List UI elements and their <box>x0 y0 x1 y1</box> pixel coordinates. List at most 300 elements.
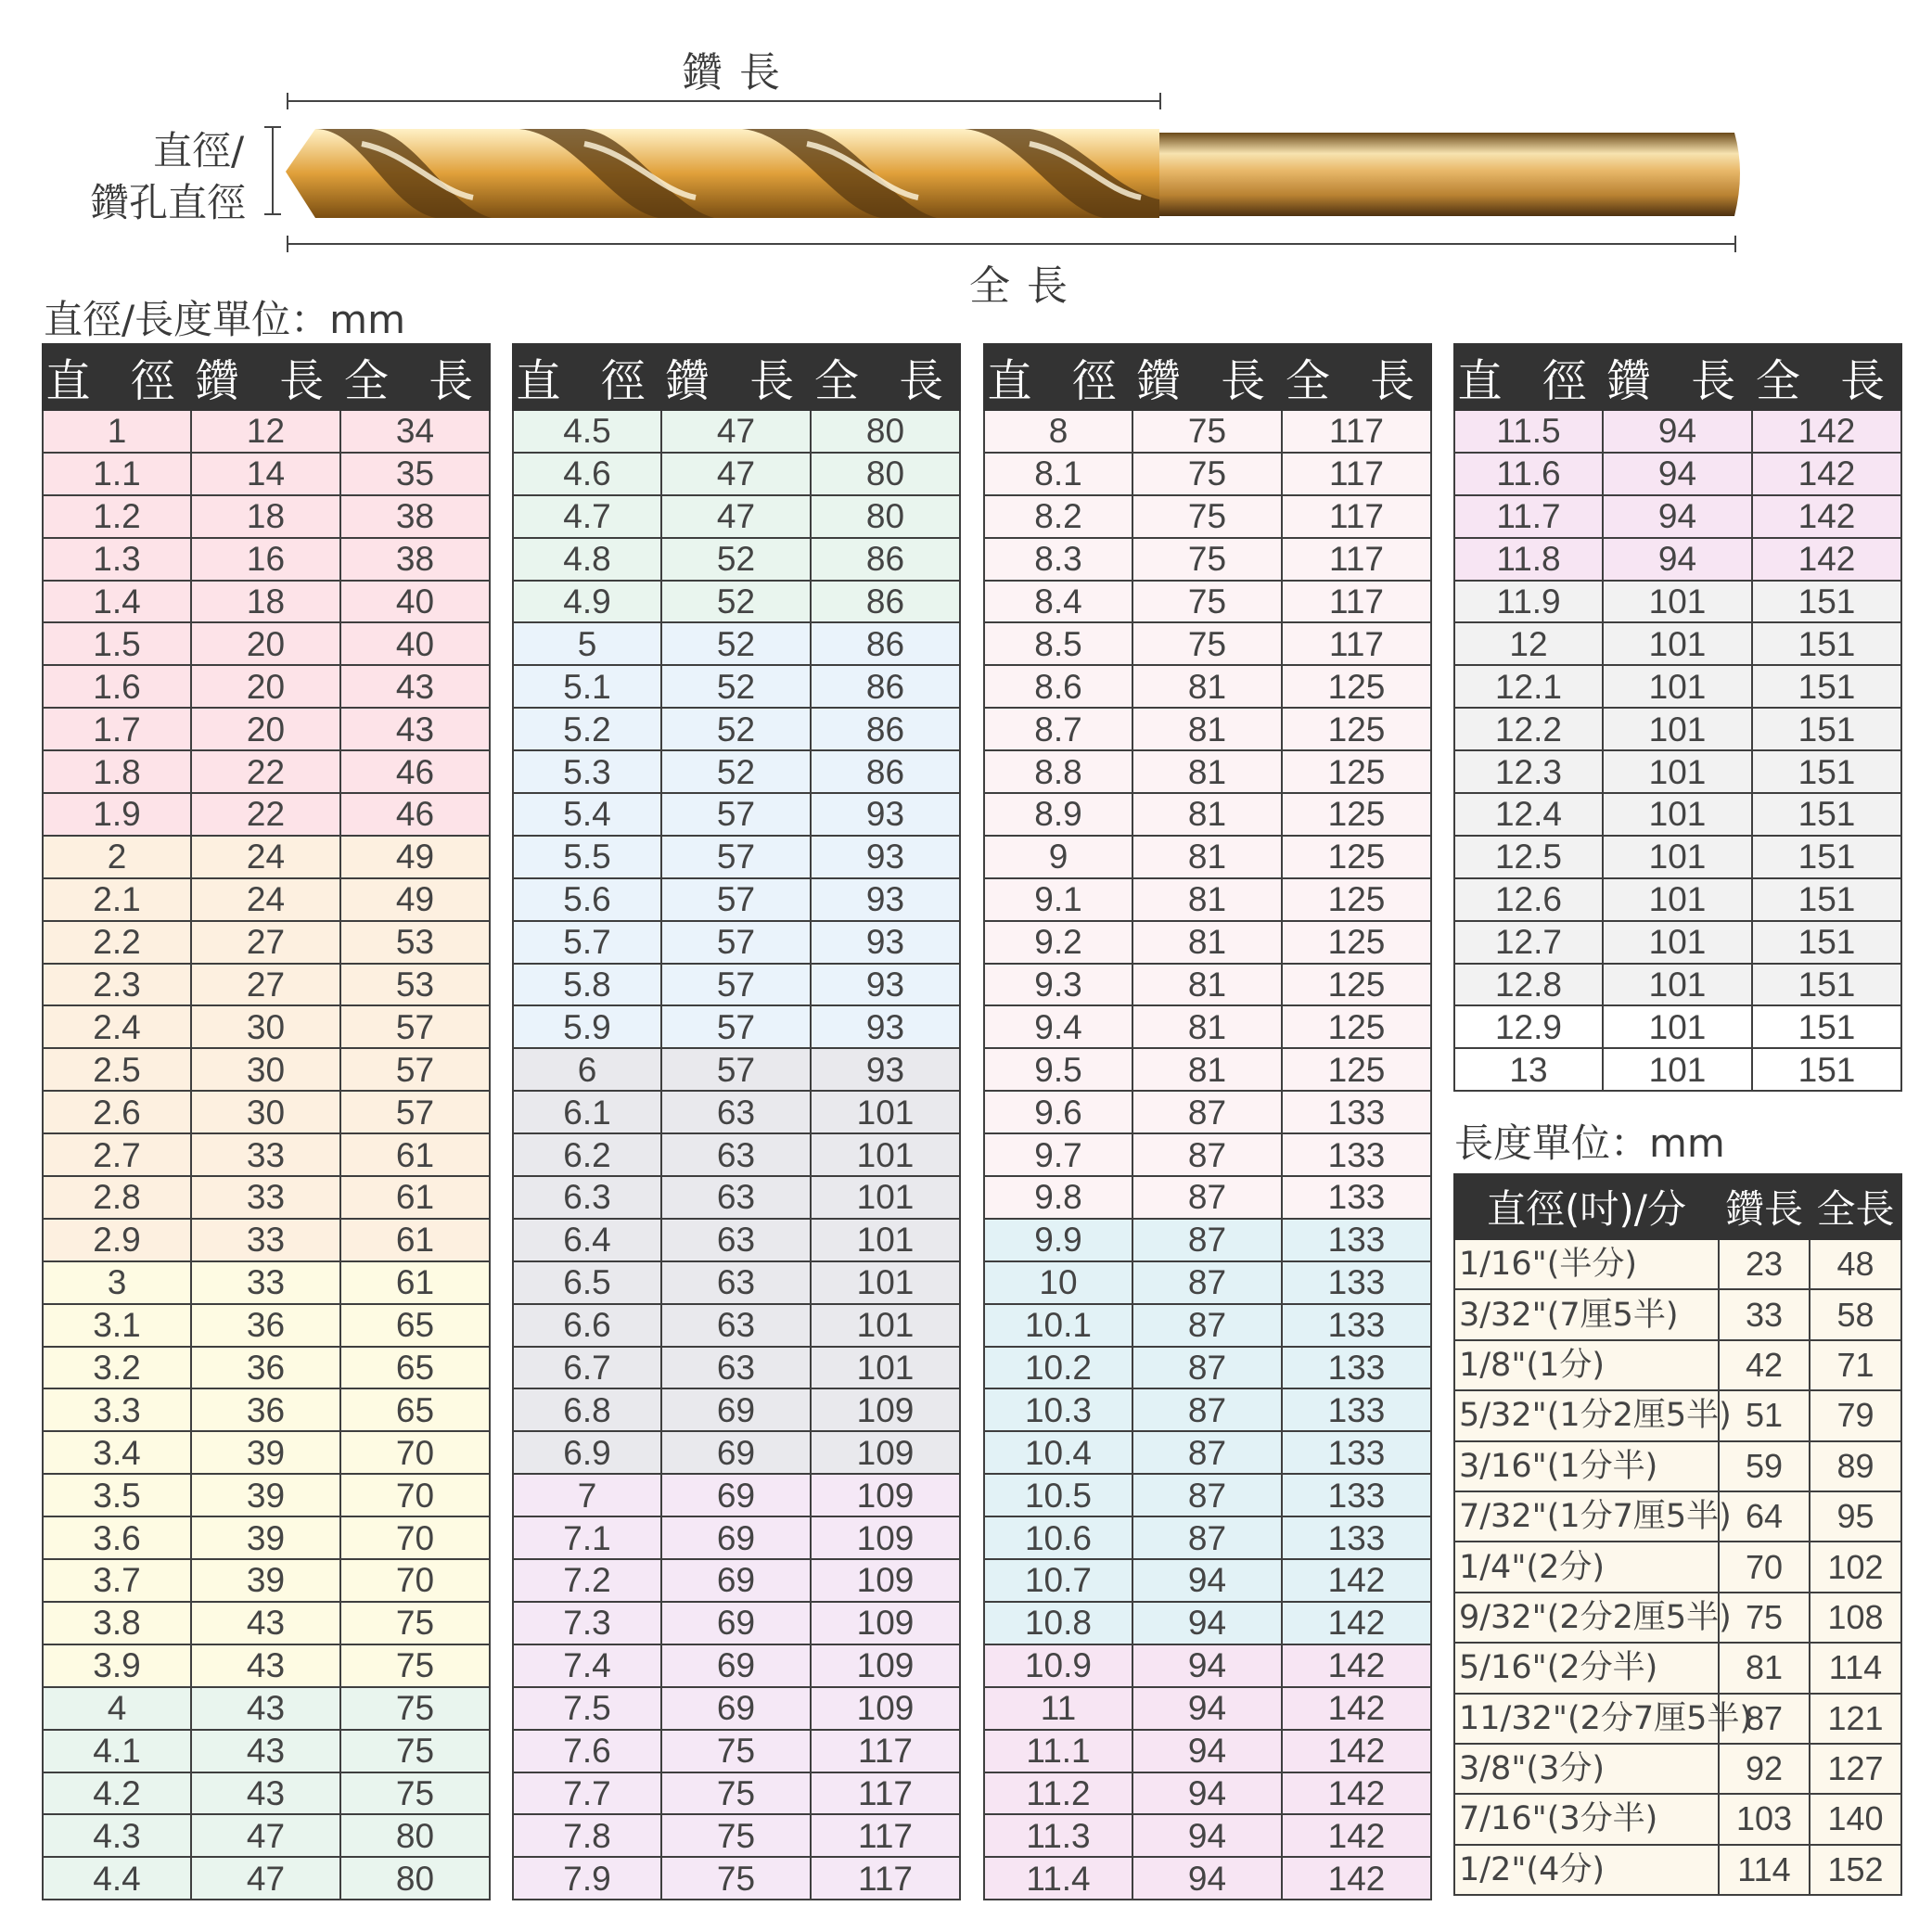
flute-length-cell: 63 <box>661 1133 811 1176</box>
flute-length-cell: 81 <box>1132 878 1282 921</box>
flute-length-cell: 69 <box>661 1388 811 1431</box>
overall-length-cell: 93 <box>811 921 960 964</box>
overall-length-cell: 117 <box>1282 538 1431 581</box>
diameter-cell: 8.9 <box>984 793 1132 836</box>
overall-length-cell: 57 <box>340 1091 490 1133</box>
diameter-cell: 8.7 <box>984 708 1132 750</box>
flute-length-cell: 94 <box>1132 1730 1282 1772</box>
overall-length-cell: 142 <box>1282 1772 1431 1815</box>
flute-length-cell: 70 <box>1719 1542 1810 1592</box>
diameter-cell: 9 <box>984 836 1132 878</box>
overall-length-cell: 117 <box>1282 581 1431 623</box>
diameter-cell: 10.9 <box>984 1644 1132 1687</box>
diameter-cell: 12.7 <box>1454 921 1603 964</box>
overall-length-cell: 133 <box>1282 1388 1431 1431</box>
flute-length-cell: 63 <box>661 1304 811 1347</box>
table-row <box>1454 1845 1901 1895</box>
table-row <box>984 1261 1431 1304</box>
diameter-cell: 4.1 <box>43 1730 191 1772</box>
flute-length-cell: 87 <box>1132 1091 1282 1133</box>
flute-length-cell: 42 <box>1719 1340 1810 1390</box>
table-row <box>43 1516 490 1559</box>
overall-length-cell: 151 <box>1752 750 1901 793</box>
flute-length-cell: 101 <box>1603 1005 1752 1048</box>
overall-length-cell: 109 <box>811 1388 960 1431</box>
flute-length-cell: 69 <box>661 1559 811 1602</box>
overall-length-cell: 142 <box>1282 1602 1431 1644</box>
table-row <box>984 878 1431 921</box>
overall-length-cell: 125 <box>1282 878 1431 921</box>
diameter-cell: 6.4 <box>513 1219 661 1261</box>
table-row <box>984 1814 1431 1857</box>
diameter-cell: 8.1 <box>984 453 1132 495</box>
overall-length-cell: 125 <box>1282 964 1431 1006</box>
flute-length-cell: 94 <box>1132 1814 1282 1857</box>
flute-length-cell: 94 <box>1132 1772 1282 1815</box>
table-row <box>984 836 1431 878</box>
overall-length-cell: 57 <box>340 1005 490 1048</box>
table-row <box>513 622 960 665</box>
diameter-cell: 5.3 <box>513 750 661 793</box>
overall-length-cell: 142 <box>1752 410 1901 453</box>
flute-length-cell: 39 <box>191 1559 340 1602</box>
overall-length-cell: 151 <box>1752 964 1901 1006</box>
flute-length-cell: 69 <box>661 1687 811 1730</box>
overall-length-cell: 53 <box>340 964 490 1006</box>
table-row <box>984 538 1431 581</box>
table-row <box>43 1431 490 1474</box>
overall-length-cell: 80 <box>811 410 960 453</box>
table-row <box>43 878 490 921</box>
diameter-inch-cell: 9/32"(2分2厘5半) <box>1454 1593 1719 1643</box>
flute-length-cell: 94 <box>1132 1857 1282 1900</box>
overall-length-cell: 142 <box>1752 495 1901 538</box>
diameter-cell: 3.1 <box>43 1304 191 1347</box>
overall-length-cell: 142 <box>1752 538 1901 581</box>
flute-length-cell: 47 <box>191 1857 340 1900</box>
overall-length-cell: 86 <box>811 708 960 750</box>
overall-length-cell: 101 <box>811 1176 960 1219</box>
table-row <box>1454 495 1901 538</box>
diameter-cell: 2.1 <box>43 878 191 921</box>
overall-length-cell: 75 <box>340 1687 490 1730</box>
table-row <box>43 1644 490 1687</box>
flute-length-cell: 24 <box>191 878 340 921</box>
overall-length-cell: 142 <box>1282 1644 1431 1687</box>
imperial-table <box>1453 1173 1902 1896</box>
diameter-cell: 7.3 <box>513 1602 661 1644</box>
overall-length-cell: 109 <box>811 1559 960 1602</box>
diameter-inch-cell: 3/8"(3分) <box>1454 1744 1719 1794</box>
flute-length-cell: 81 <box>1132 964 1282 1006</box>
metric-table-2 <box>512 343 961 1900</box>
table-row <box>43 750 490 793</box>
diameter-cell: 2.7 <box>43 1133 191 1176</box>
table-row <box>513 921 960 964</box>
diameter-cell: 2 <box>43 836 191 878</box>
flute-length-cell: 75 <box>1132 538 1282 581</box>
flute-length-cell: 30 <box>191 1091 340 1133</box>
header-flute-length: 鑽 長 <box>661 344 811 410</box>
table-row <box>43 581 490 623</box>
overall-length-cell: 142 <box>1282 1857 1431 1900</box>
overall-length-cell: 151 <box>1752 622 1901 665</box>
flute-length-cell: 94 <box>1132 1644 1282 1687</box>
table-row <box>984 1516 1431 1559</box>
flute-length-dimension-line <box>288 100 1161 102</box>
overall-length-cell: 151 <box>1752 1048 1901 1091</box>
diameter-cell: 12.4 <box>1454 793 1603 836</box>
flute-length-cell: 18 <box>191 495 340 538</box>
table-row <box>1454 1289 1901 1339</box>
table-row <box>43 1048 490 1091</box>
flute-length-cell: 94 <box>1603 453 1752 495</box>
flute-length-cell: 94 <box>1603 410 1752 453</box>
table-row <box>1454 921 1901 964</box>
flute-length-cell: 57 <box>661 878 811 921</box>
overall-length-cell: 109 <box>811 1602 960 1644</box>
diameter-cell: 8.3 <box>984 538 1132 581</box>
diameter-cell: 7.6 <box>513 1730 661 1772</box>
overall-length-cell: 38 <box>340 495 490 538</box>
diameter-cell: 8 <box>984 410 1132 453</box>
diameter-cell: 3.2 <box>43 1347 191 1389</box>
flute-length-cell: 63 <box>661 1261 811 1304</box>
imperial-unit-label: 長度單位：mm <box>1454 1120 1725 1166</box>
diameter-inch-cell: 3/16"(1分半) <box>1454 1441 1719 1491</box>
table-row <box>513 1644 960 1687</box>
flute-length-cell: 75 <box>1132 495 1282 538</box>
flute-length-cell: 43 <box>191 1730 340 1772</box>
flute-length-cell: 63 <box>661 1176 811 1219</box>
flute-length-cell: 52 <box>661 750 811 793</box>
diameter-cell: 1.7 <box>43 708 191 750</box>
diameter-inch-cell: 5/32"(1分2厘5半) <box>1454 1390 1719 1440</box>
flute-length-cell: 43 <box>191 1772 340 1815</box>
diameter-inch-cell: 11/32"(2分7厘5半) <box>1454 1694 1719 1744</box>
diameter-cell: 7.5 <box>513 1687 661 1730</box>
overall-length-cell: 133 <box>1282 1091 1431 1133</box>
overall-length-cell: 108 <box>1810 1593 1901 1643</box>
table-row <box>513 665 960 708</box>
diameter-cell: 11 <box>984 1687 1132 1730</box>
table-row <box>984 1304 1431 1347</box>
diameter-cell: 12.8 <box>1454 964 1603 1006</box>
table-row <box>43 793 490 836</box>
header-overall-length: 全 長 <box>1752 344 1901 410</box>
flute-length-cell: 22 <box>191 750 340 793</box>
overall-length-cell: 114 <box>1810 1643 1901 1693</box>
diameter-cell: 1.4 <box>43 581 191 623</box>
flute-length-cell: 87 <box>1132 1388 1282 1431</box>
table-row <box>513 1176 960 1219</box>
diameter-cell: 7.2 <box>513 1559 661 1602</box>
table-row <box>513 708 960 750</box>
diameter-cell: 7.7 <box>513 1772 661 1815</box>
flute-length-cell: 92 <box>1719 1744 1810 1794</box>
table-row <box>43 1304 490 1347</box>
diameter-cell: 9.7 <box>984 1133 1132 1176</box>
diameter-cell: 9.3 <box>984 964 1132 1006</box>
overall-length-cell: 125 <box>1282 708 1431 750</box>
diameter-cell: 6.8 <box>513 1388 661 1431</box>
overall-length-cell: 93 <box>811 878 960 921</box>
table-row <box>43 921 490 964</box>
diameter-cell: 9.1 <box>984 878 1132 921</box>
overall-length-cell: 46 <box>340 750 490 793</box>
table-row <box>513 1687 960 1730</box>
flute-length-cell: 16 <box>191 538 340 581</box>
table-row <box>43 410 490 453</box>
diameter-cell: 11.7 <box>1454 495 1603 538</box>
overall-length-cell: 133 <box>1282 1431 1431 1474</box>
flute-length-cell: 47 <box>661 495 811 538</box>
table-row <box>43 1133 490 1176</box>
diameter-cell: 3.8 <box>43 1602 191 1644</box>
overall-length-cell: 152 <box>1810 1845 1901 1895</box>
flute-length-cell: 87 <box>1132 1219 1282 1261</box>
flute-length-cell: 59 <box>1719 1441 1810 1491</box>
table-row <box>43 1857 490 1900</box>
overall-length-cell: 80 <box>340 1857 490 1900</box>
overall-length-cell: 117 <box>1282 622 1431 665</box>
overall-length-cell: 48 <box>1810 1239 1901 1289</box>
flute-length-cell: 69 <box>661 1602 811 1644</box>
flute-length-cell: 87 <box>1132 1133 1282 1176</box>
table-row <box>1454 1694 1901 1744</box>
overall-length-cell: 125 <box>1282 750 1431 793</box>
flute-length-cell: 81 <box>1132 750 1282 793</box>
flute-length-cell: 43 <box>191 1602 340 1644</box>
flute-length-cell: 22 <box>191 793 340 836</box>
header-diameter: 直 徑 <box>513 344 661 410</box>
overall-length-cell: 61 <box>340 1176 490 1219</box>
table-row <box>513 581 960 623</box>
flute-length-cell: 43 <box>191 1644 340 1687</box>
overall-length-cell: 101 <box>811 1219 960 1261</box>
overall-length-cell: 142 <box>1752 453 1901 495</box>
table-row <box>513 1304 960 1347</box>
diameter-cell: 3.5 <box>43 1474 191 1516</box>
flute-length-cell: 101 <box>1603 793 1752 836</box>
header-flute-length: 鑽 長 <box>191 344 340 410</box>
header-overall-length: 全 長 <box>1282 344 1431 410</box>
flute-length-cell: 57 <box>661 1005 811 1048</box>
diameter-cell: 2.3 <box>43 964 191 1006</box>
diameter-inch-cell: 1/2"(4分) <box>1454 1845 1719 1895</box>
table-row <box>513 1474 960 1516</box>
overall-length-cell: 93 <box>811 836 960 878</box>
diameter-cell: 4.5 <box>513 410 661 453</box>
diameter-cell: 2.4 <box>43 1005 191 1048</box>
flute-length-cell: 81 <box>1132 836 1282 878</box>
table-row <box>43 1347 490 1389</box>
flute-length-cell: 75 <box>661 1814 811 1857</box>
table-row <box>43 665 490 708</box>
table-row <box>43 1388 490 1431</box>
overall-length-cell: 140 <box>1810 1794 1901 1844</box>
flute-length-cell: 51 <box>1719 1390 1810 1440</box>
overall-length-cell: 35 <box>340 453 490 495</box>
overall-length-cell: 109 <box>811 1644 960 1687</box>
table-row <box>513 1048 960 1091</box>
table-row <box>984 1347 1431 1389</box>
table-row <box>513 750 960 793</box>
overall-length-cell: 40 <box>340 581 490 623</box>
diameter-cell: 11.1 <box>984 1730 1132 1772</box>
table-row <box>1454 1491 1901 1542</box>
flute-length-cell: 101 <box>1603 1048 1752 1091</box>
flute-length-cell: 69 <box>661 1644 811 1687</box>
overall-length-cell: 95 <box>1810 1491 1901 1542</box>
flute-length-cell: 94 <box>1132 1559 1282 1602</box>
table-row <box>984 1388 1431 1431</box>
diameter-inch-cell: 3/32"(7厘5半) <box>1454 1289 1719 1339</box>
flute-length-cell: 75 <box>661 1772 811 1815</box>
diameter-cell: 10.6 <box>984 1516 1132 1559</box>
diameter-cell: 12.3 <box>1454 750 1603 793</box>
diameter-cell: 12.6 <box>1454 878 1603 921</box>
diameter-cell: 9.5 <box>984 1048 1132 1091</box>
overall-length-cell: 151 <box>1752 581 1901 623</box>
table-row <box>1454 708 1901 750</box>
diameter-cell: 1.6 <box>43 665 191 708</box>
table-row <box>43 495 490 538</box>
flute-length-cell: 64 <box>1719 1491 1810 1542</box>
diameter-cell: 6.5 <box>513 1261 661 1304</box>
metric-unit-label: 直徑/長度單位：mm <box>44 297 405 342</box>
flute-length-cell: 101 <box>1603 921 1752 964</box>
diameter-cell: 8.5 <box>984 622 1132 665</box>
diameter-cell: 9.6 <box>984 1091 1132 1133</box>
diameter-cell: 3.4 <box>43 1431 191 1474</box>
overall-length-cell: 125 <box>1282 1005 1431 1048</box>
flute-length-cell: 81 <box>1132 793 1282 836</box>
overall-length-cell: 125 <box>1282 1048 1431 1091</box>
overall-length-cell: 151 <box>1752 921 1901 964</box>
diameter-cell: 10.3 <box>984 1388 1132 1431</box>
diameter-cell: 1.2 <box>43 495 191 538</box>
diameter-cell: 2.5 <box>43 1048 191 1091</box>
overall-length-cell: 151 <box>1752 836 1901 878</box>
diameter-cell: 7.4 <box>513 1644 661 1687</box>
flute-length-cell: 69 <box>661 1431 811 1474</box>
flute-length-cell: 52 <box>661 581 811 623</box>
overall-length-cell: 151 <box>1752 878 1901 921</box>
flute-length-cell: 39 <box>191 1431 340 1474</box>
table-row <box>43 1602 490 1644</box>
diameter-cell: 5.1 <box>513 665 661 708</box>
diameter-cell: 8.2 <box>984 495 1132 538</box>
overall-length-cell: 61 <box>340 1133 490 1176</box>
overall-length-cell: 75 <box>340 1602 490 1644</box>
flute-length-cell: 101 <box>1603 581 1752 623</box>
table-row <box>43 1005 490 1048</box>
diameter-cell: 7.9 <box>513 1857 661 1900</box>
flute-length-cell: 33 <box>191 1219 340 1261</box>
table-row <box>1454 622 1901 665</box>
table-row <box>513 1814 960 1857</box>
diameter-cell: 4.7 <box>513 495 661 538</box>
overall-length-cell: 151 <box>1752 665 1901 708</box>
overall-length-tick-left <box>287 236 288 252</box>
overall-length-cell: 86 <box>811 622 960 665</box>
table-row <box>513 538 960 581</box>
overall-length-cell: 109 <box>811 1431 960 1474</box>
flute-length-cell: 87 <box>1132 1516 1282 1559</box>
diameter-cell: 7.1 <box>513 1516 661 1559</box>
overall-length-cell: 133 <box>1282 1304 1431 1347</box>
overall-length-cell: 75 <box>340 1730 490 1772</box>
diameter-cell: 12 <box>1454 622 1603 665</box>
diameter-inch-cell: 1/8"(1分) <box>1454 1340 1719 1390</box>
flute-length-cell: 101 <box>1603 750 1752 793</box>
overall-length-cell: 65 <box>340 1347 490 1389</box>
table-row <box>984 1474 1431 1516</box>
table-row <box>43 836 490 878</box>
overall-length-cell: 61 <box>340 1219 490 1261</box>
overall-length-cell: 101 <box>811 1091 960 1133</box>
table-row <box>43 453 490 495</box>
flute-length-cell: 14 <box>191 453 340 495</box>
overall-length-cell: 86 <box>811 581 960 623</box>
diameter-cell: 4.4 <box>43 1857 191 1900</box>
diameter-cell: 2.6 <box>43 1091 191 1133</box>
flute-length-cell: 23 <box>1719 1239 1810 1289</box>
flute-length-cell: 57 <box>661 1048 811 1091</box>
flute-length-tick-left <box>287 93 288 109</box>
diameter-cell: 5.8 <box>513 964 661 1006</box>
overall-length-cell: 133 <box>1282 1516 1431 1559</box>
diameter-cell: 4.2 <box>43 1772 191 1815</box>
diameter-inch-cell: 7/32"(1分7厘5半) <box>1454 1491 1719 1542</box>
overall-length-cell: 89 <box>1810 1441 1901 1491</box>
overall-length-cell: 101 <box>811 1304 960 1347</box>
diameter-cell: 1.5 <box>43 622 191 665</box>
diameter-cell: 13 <box>1454 1048 1603 1091</box>
diameter-cell: 6.2 <box>513 1133 661 1176</box>
table-row <box>984 1644 1431 1687</box>
flute-length-cell: 114 <box>1719 1845 1810 1895</box>
diameter-cell: 2.9 <box>43 1219 191 1261</box>
overall-length-cell: 75 <box>340 1644 490 1687</box>
table-row <box>984 1559 1431 1602</box>
flute-length-cell: 101 <box>1603 836 1752 878</box>
flute-length-cell: 57 <box>661 836 811 878</box>
overall-length-cell: 43 <box>340 665 490 708</box>
table-row <box>513 1133 960 1176</box>
diameter-cell: 6.3 <box>513 1176 661 1219</box>
flute-length-cell: 101 <box>1603 622 1752 665</box>
diameter-cell: 4.9 <box>513 581 661 623</box>
table-row <box>984 1687 1431 1730</box>
flute-length-cell: 69 <box>661 1474 811 1516</box>
table-row <box>43 1559 490 1602</box>
table-row <box>984 1857 1431 1900</box>
flute-length-cell: 69 <box>661 1516 811 1559</box>
table-row <box>984 665 1431 708</box>
overall-length-cell: 117 <box>811 1857 960 1900</box>
overall-length-cell: 125 <box>1282 836 1431 878</box>
table-row <box>43 538 490 581</box>
diameter-cell: 4 <box>43 1687 191 1730</box>
header-flute-length: 鑽 長 <box>1603 344 1752 410</box>
flute-length-cell: 75 <box>661 1857 811 1900</box>
flute-length-cell: 75 <box>1132 410 1282 453</box>
flute-length-cell: 81 <box>1132 921 1282 964</box>
table-row <box>43 1814 490 1857</box>
overall-length-cell: 151 <box>1752 793 1901 836</box>
